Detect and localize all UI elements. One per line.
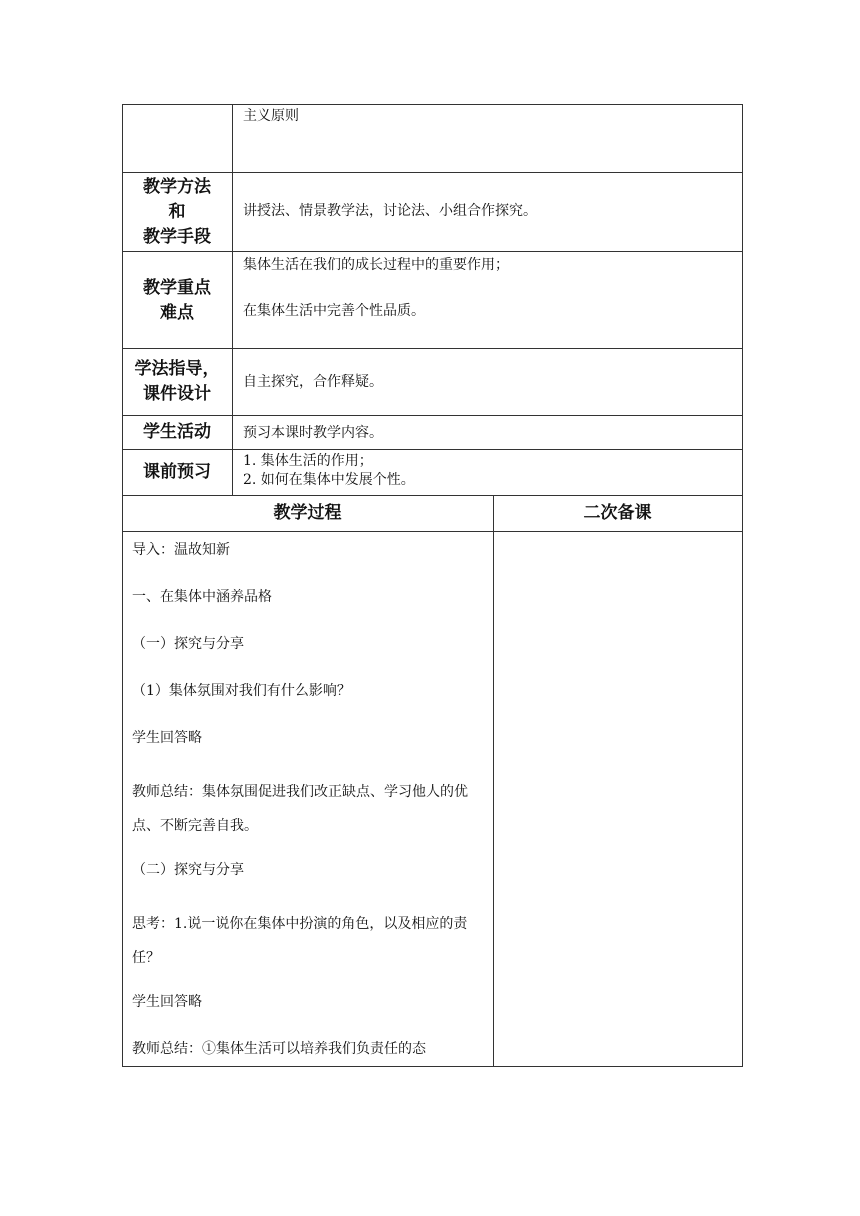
second-prep-column-header: 二次备课 xyxy=(583,503,652,523)
methods-text: 讲授法、情景教学法，讨论法、小组合作探究。 xyxy=(243,203,537,219)
process-paragraph: 学生回答略 xyxy=(132,994,202,1010)
guidance-label-line-2: 课件设计 xyxy=(143,384,211,404)
process-paragraph: （1）集体氛围对我们有什么影响？ xyxy=(132,683,351,699)
row-divider xyxy=(122,251,743,252)
guidance-label-line-1: 学法指导， xyxy=(134,359,220,379)
methods-label-line-1: 教学方法 xyxy=(143,177,211,197)
process-paragraph: 学生回答略 xyxy=(132,730,202,746)
table-border-bottom xyxy=(122,1066,743,1067)
methods-label-line-2: 和 xyxy=(168,202,186,222)
process-content xyxy=(132,536,492,1059)
preview-label: 课前预习 xyxy=(143,462,211,482)
lesson-plan-table xyxy=(122,104,743,1067)
student-activity-label: 学生活动 xyxy=(143,422,211,442)
process-paragraph: 教师总结：集体氛围促进我们改正缺点、学习他人的优点、不断完善自我。 xyxy=(132,784,468,834)
process-paragraph: 一、在集体中涵养品格 xyxy=(132,589,272,605)
key-points-label-line-2: 难点 xyxy=(160,303,194,323)
row-divider xyxy=(122,172,743,173)
student-activity-text: 预习本课时教学内容。 xyxy=(243,425,383,441)
guidance-label xyxy=(122,357,232,407)
key-point-1: 集体生活在我们的成长过程中的重要作用； xyxy=(243,257,509,273)
process-paragraph: （二）探究与分享 xyxy=(132,862,244,878)
table-border-top xyxy=(122,104,743,105)
process-paragraph: （一）探究与分享 xyxy=(132,636,244,652)
guidance-text: 自主探究，合作释疑。 xyxy=(243,374,383,390)
principle-cont-text: 主义原则 xyxy=(243,108,299,124)
row-divider xyxy=(122,531,743,532)
process-paragraph: 导入：温故知新 xyxy=(132,542,230,558)
methods-label xyxy=(122,175,232,250)
label-column-divider xyxy=(232,104,233,495)
process-column-header: 教学过程 xyxy=(273,503,342,523)
row-divider xyxy=(122,415,743,416)
preview-item-1: 1. 集体生活的作用； xyxy=(243,453,373,469)
key-point-2: 在集体生活中完善个性品质。 xyxy=(243,303,425,319)
preview-item-2: 2. 如何在集体中发展个性。 xyxy=(243,472,415,488)
methods-label-line-3: 教学手段 xyxy=(143,227,211,247)
process-column-divider xyxy=(493,495,494,1067)
process-paragraph: 教师总结：①集体生活可以培养我们负责任的态 xyxy=(132,1041,426,1057)
row-divider xyxy=(122,348,743,349)
key-points-label-line-1: 教学重点 xyxy=(143,278,211,298)
row-divider xyxy=(122,449,743,450)
key-points-label xyxy=(122,276,232,326)
process-paragraph: 思考：1.说一说你在集体中扮演的角色，以及相应的责任？ xyxy=(132,916,468,966)
table-border-right xyxy=(742,104,743,1067)
